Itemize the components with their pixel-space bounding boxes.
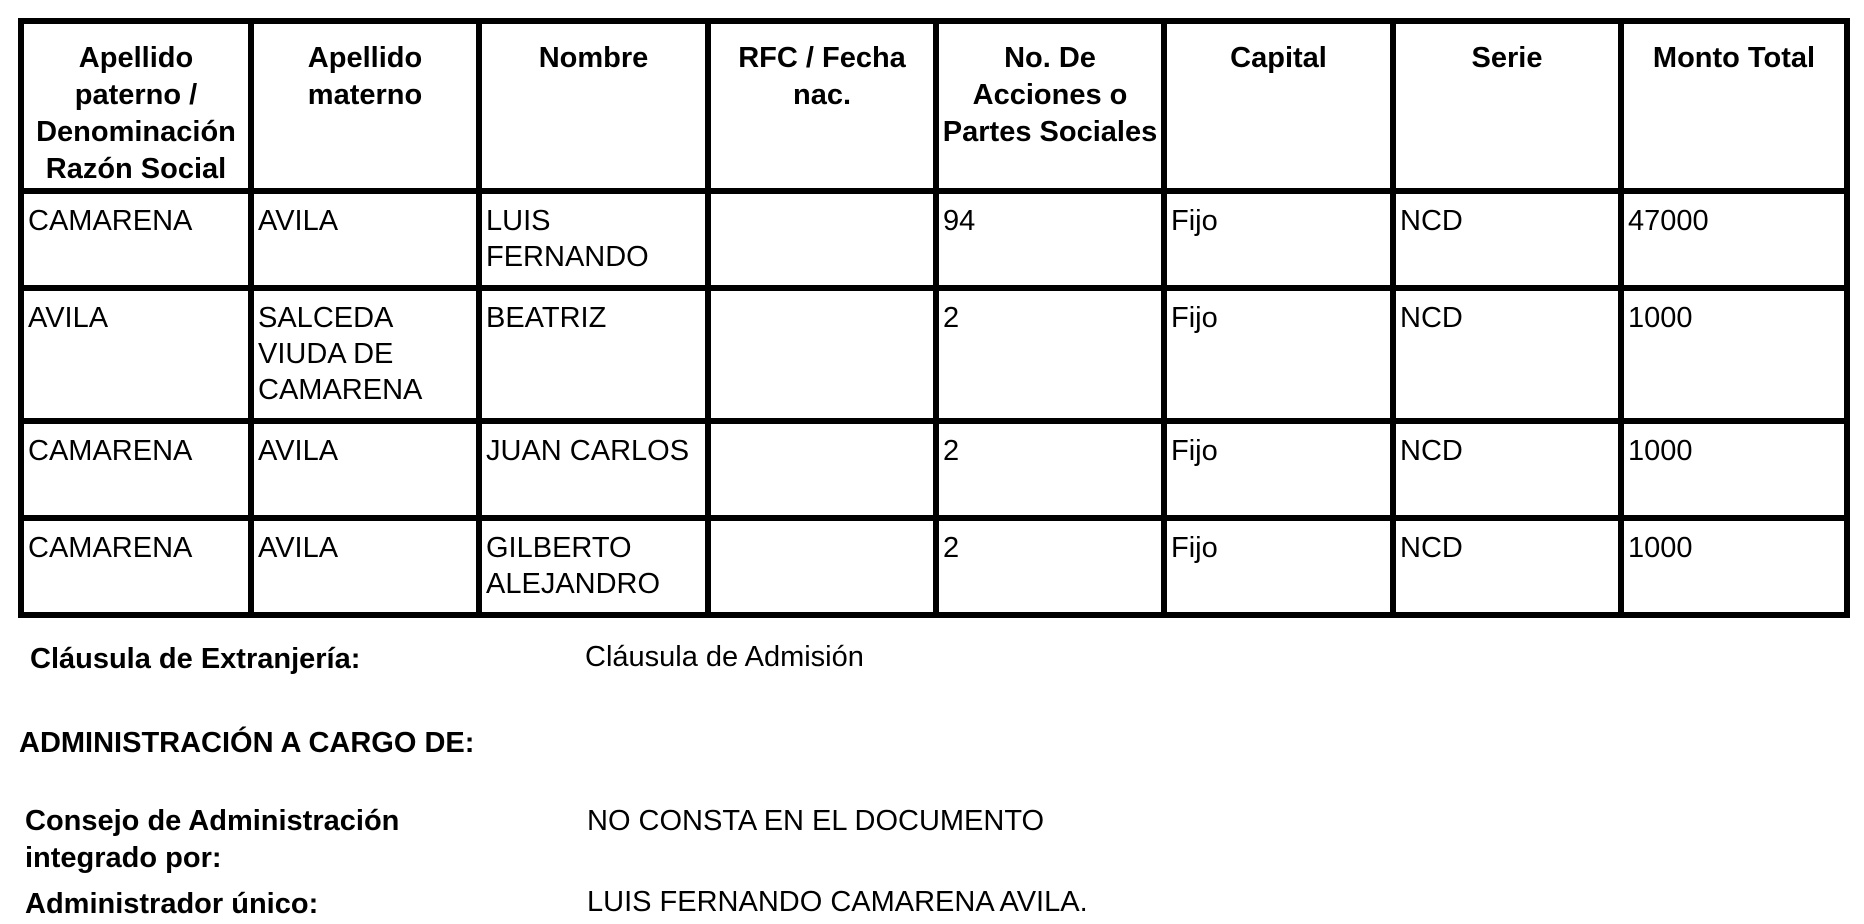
cell-rfc [708, 518, 936, 615]
cell-rfc [708, 191, 936, 288]
cell-serie: NCD [1393, 421, 1621, 518]
header-monto-total: Monto Total [1621, 21, 1847, 191]
cell-monto-total: 1000 [1621, 421, 1847, 518]
cell-monto-total: 1000 [1621, 518, 1847, 615]
cell-apellido-materno: AVILA [251, 191, 479, 288]
clausula-extranjeria-value: Cláusula de Admisión [585, 641, 864, 673]
table-row [21, 421, 1847, 518]
table-row [21, 191, 1847, 288]
cell-apellido-paterno: AVILA [21, 288, 251, 421]
cell-apellido-materno: AVILA [251, 421, 479, 518]
cell-serie: NCD [1393, 288, 1621, 421]
header-apellido-materno: Apellido materno [251, 21, 479, 191]
table-header-row [21, 21, 1847, 191]
cell-apellido-paterno: CAMARENA [21, 518, 251, 615]
header-acciones: No. De Acciones o Partes Sociales [936, 21, 1164, 191]
administrador-unico-label: Administrador único: [25, 888, 319, 920]
cell-monto-total: 1000 [1621, 288, 1847, 421]
cell-nombre: BEATRIZ [479, 288, 708, 421]
administracion-heading: ADMINISTRACIÓN A CARGO DE: [19, 727, 475, 759]
cell-nombre: LUIS FERNANDO [479, 191, 708, 288]
cell-capital: Fijo [1164, 421, 1393, 518]
administrador-unico-value: LUIS FERNANDO CAMARENA AVILA. [587, 886, 1088, 918]
cell-serie: NCD [1393, 518, 1621, 615]
clausula-extranjeria-label: Cláusula de Extranjería: [30, 643, 361, 675]
consejo-administracion-value: NO CONSTA EN EL DOCUMENTO [587, 805, 1045, 837]
cell-apellido-paterno: CAMARENA [21, 191, 251, 288]
cell-apellido-materno: AVILA [251, 518, 479, 615]
cell-monto-total: 47000 [1621, 191, 1847, 288]
cell-serie: NCD [1393, 191, 1621, 288]
cell-acciones: 94 [936, 191, 1164, 288]
table-row [21, 288, 1847, 421]
cell-apellido-paterno: CAMARENA [21, 421, 251, 518]
header-apellido-paterno: Apellido paterno / Denominación Razón Social [21, 21, 251, 191]
cell-acciones: 2 [936, 421, 1164, 518]
header-capital: Capital [1164, 21, 1393, 191]
cell-capital: Fijo [1164, 288, 1393, 421]
cell-rfc [708, 288, 936, 421]
cell-capital: Fijo [1164, 518, 1393, 615]
header-rfc: RFC / Fecha nac. [708, 21, 936, 191]
consejo-administracion-label: Consejo de Administración integrado por: [25, 805, 400, 874]
shareholders-table [18, 18, 1850, 618]
cell-rfc [708, 421, 936, 518]
cell-capital: Fijo [1164, 191, 1393, 288]
header-nombre: Nombre [479, 21, 708, 191]
header-serie: Serie [1393, 21, 1621, 191]
cell-nombre: GILBERTO ALEJANDRO [479, 518, 708, 615]
cell-nombre: JUAN CARLOS [479, 421, 708, 518]
table-row [21, 518, 1847, 615]
cell-acciones: 2 [936, 518, 1164, 615]
cell-apellido-materno: SALCEDA VIUDA DE CAMARENA [251, 288, 479, 421]
cell-acciones: 2 [936, 288, 1164, 421]
